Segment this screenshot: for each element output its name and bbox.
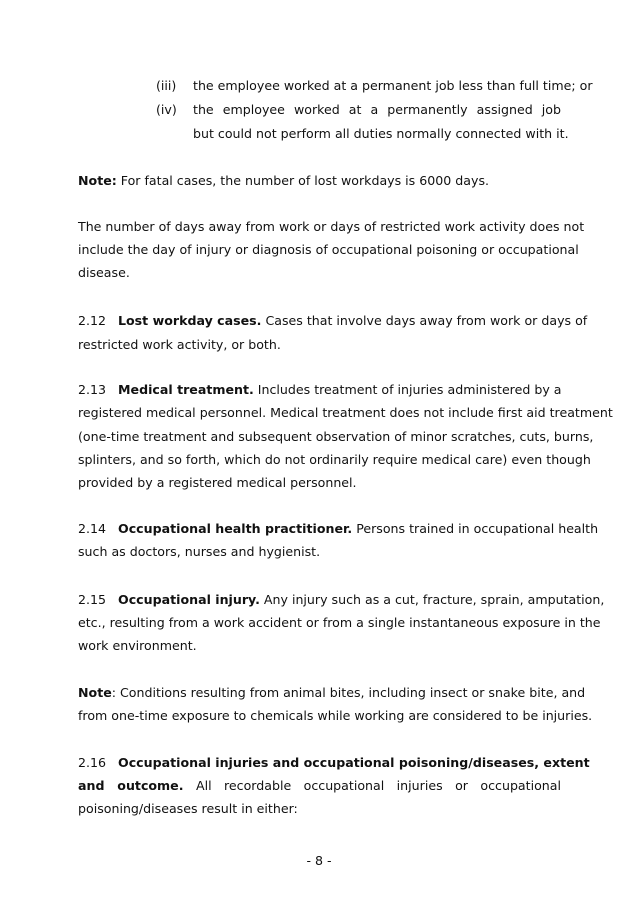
section-number: 2.12 xyxy=(78,313,107,328)
list-item-iii-text: the employee worked at a permanent job less than full time; or xyxy=(193,78,593,93)
paragraph-days-line2: include the day of injury or diagnosis of occupational poisoning or occupational xyxy=(78,242,579,257)
section-2-13-line2: registered medical personnel. Medical treatment does not include first aid treatment xyxy=(78,405,613,420)
note-label: Note xyxy=(78,685,112,700)
note-animal-bites-line2: from one-time exposure to chemicals while working are considered to be injuries. xyxy=(78,708,593,723)
section-title: Medical treatment. xyxy=(118,382,254,397)
list-marker-iv: (iv) xyxy=(156,102,177,117)
list-marker-iii: (iii) xyxy=(156,78,177,93)
section-text: Any injury such as a cut, fracture, sprain, amputation, xyxy=(259,592,605,607)
section-2-12-line1 xyxy=(78,312,588,330)
section-text: All recordable occupational injuries or occupational xyxy=(183,778,561,793)
section-2-16-line2 xyxy=(78,777,561,795)
note-text: For fatal cases, the number of lost workdays is 6000 days. xyxy=(116,173,490,188)
section-title: Occupational health practitioner. xyxy=(118,521,353,536)
section-title-continued: and outcome. xyxy=(78,778,184,793)
section-2-13-line5: provided by a registered medical personnel. xyxy=(78,475,357,490)
section-text: Includes treatment of injuries administered by a xyxy=(253,382,562,397)
list-item-iv-text-line1: the employee worked at a permanently assigned job xyxy=(193,102,561,117)
section-title: Occupational injury. xyxy=(118,592,260,607)
section-text: Persons trained in occupational health xyxy=(352,521,599,536)
section-text: Cases that involve days away from work or days of xyxy=(261,313,588,328)
note-label: Note: xyxy=(78,173,117,188)
section-title: Lost workday cases. xyxy=(118,313,262,328)
section-number: 2.16 xyxy=(78,755,107,770)
note-text: : Conditions resulting from animal bites, including insect or snake bite, and xyxy=(111,685,586,700)
section-2-14-line2: such as doctors, nurses and hygienist. xyxy=(78,544,321,559)
section-2-13-line3: (one-time treatment and subsequent observation of minor scratches, cuts, burns, xyxy=(78,429,594,444)
section-2-13-line1 xyxy=(78,381,561,399)
paragraph-days-line1: The number of days away from work or days of restricted work activity does not xyxy=(78,219,585,234)
section-title: Occupational injuries and occupational poisoning/diseases, extent xyxy=(118,755,590,770)
note-animal-bites-line1 xyxy=(78,684,586,702)
section-2-14-line1 xyxy=(78,520,599,538)
paragraph-days-line3: disease. xyxy=(78,265,130,280)
section-2-12-line2: restricted work activity, or both. xyxy=(78,337,281,352)
page-number: - 8 - xyxy=(306,853,332,868)
section-2-15-line3: work environment. xyxy=(78,638,197,653)
section-2-16-line3: poisoning/diseases result in either: xyxy=(78,801,298,816)
section-2-15-line2: etc., resulting from a work accident or from a single instantaneous exposure in the xyxy=(78,615,601,630)
section-number: 2.14 xyxy=(78,521,107,536)
section-2-13-line4: splinters, and so forth, which do not ordinarily require medical care) even though xyxy=(78,452,591,467)
note-fatal-cases xyxy=(78,172,561,190)
section-2-16-line1 xyxy=(78,754,590,772)
list-item-iv-text-line2: but could not perform all duties normally connected with it. xyxy=(193,126,569,141)
section-number: 2.13 xyxy=(78,382,107,397)
section-2-15-line1 xyxy=(78,591,605,609)
section-number: 2.15 xyxy=(78,592,107,607)
